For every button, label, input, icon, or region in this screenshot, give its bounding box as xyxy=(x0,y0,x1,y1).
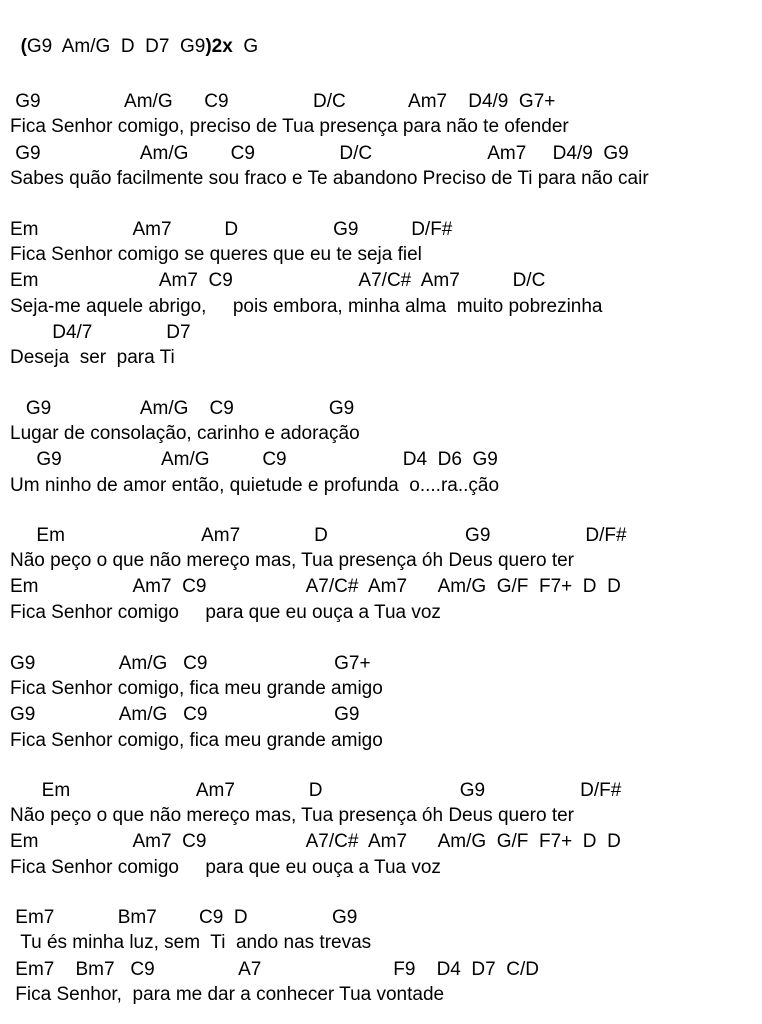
chord-line: Em Am7 D G9 D/F# xyxy=(10,780,622,801)
lyric-line: Fica Senhor comigo para que eu ouça a Tua voz xyxy=(10,857,441,878)
lyric-line: Fica Senhor comigo, fica meu grande amigo xyxy=(10,678,383,699)
chord-line: Em7 Bm7 C9 A7 F9 D4 D7 C/D xyxy=(10,959,539,980)
chord-line: D4/7 D7 xyxy=(10,322,191,343)
chord-line: G9 Am/G C9 G9 xyxy=(10,704,360,725)
lyric-line: Fica Senhor comigo, preciso de Tua presença para não te ofender xyxy=(10,116,569,137)
intro-final-chord: G xyxy=(232,36,259,57)
chord-line: G9 Am/G C9 G7+ xyxy=(10,653,371,674)
chord-line: Em7 Bm7 C9 D G9 xyxy=(10,907,358,928)
intro-chords: G9 Am/G D D7 G9 xyxy=(26,36,206,57)
lyric-line: Fica Senhor comigo para que eu ouça a Tua voz xyxy=(10,602,441,623)
lyric-line: Não peço o que não mereço mas, Tua presença óh Deus quero ter xyxy=(10,550,575,571)
lyric-line: Sabes quão facilmente sou fraco e Te abandono Preciso de Ti para não cair xyxy=(10,168,649,189)
intro-repeat: )2x xyxy=(205,36,233,57)
chord-line: Em Am7 C9 A7/C# Am7 D/C xyxy=(10,270,546,291)
chord-line: G9 Am/G C9 D/C Am7 D4/9 G7+ xyxy=(10,91,556,112)
lyric-line: Um ninho de amor então, quietude e profunda o....ra..ção xyxy=(10,475,500,496)
lyric-line: Fica Senhor comigo, fica meu grande amigo xyxy=(10,730,383,751)
chord-line: Em Am7 C9 A7/C# Am7 Am/G G/F F7+ D D xyxy=(10,831,621,852)
intro-open-paren: ( xyxy=(20,36,27,57)
lyric-line: Deseja ser para Ti xyxy=(10,347,175,368)
chord-line: Em Am7 C9 A7/C# Am7 Am/G G/F F7+ D D xyxy=(10,576,621,597)
lyric-line: Fica Senhor, para me dar a conhecer Tua vontade xyxy=(10,984,445,1005)
lyric-line: Tu és minha luz, sem Ti ando nas trevas xyxy=(10,932,372,953)
chord-line: Em Am7 D G9 D/F# xyxy=(10,525,627,546)
lyric-line: Lugar de consolação, carinho e adoração xyxy=(10,423,360,444)
intro-line xyxy=(10,14,258,58)
chord-line: G9 Am/G C9 D/C Am7 D4/9 G9 xyxy=(10,143,629,164)
lyric-line: Não peço o que não mereço mas, Tua presença óh Deus quero ter xyxy=(10,805,575,826)
lyric-line: Seja-me aquele abrigo, pois embora, minha alma muito pobrezinha xyxy=(10,296,603,317)
chord-line: Em Am7 D G9 D/F# xyxy=(10,219,453,240)
lyric-line: Fica Senhor comigo se queres que eu te seja fiel xyxy=(10,244,422,265)
chord-line: G9 Am/G C9 G9 xyxy=(10,398,355,419)
chord-line: G9 Am/G C9 D4 D6 G9 xyxy=(10,449,498,470)
